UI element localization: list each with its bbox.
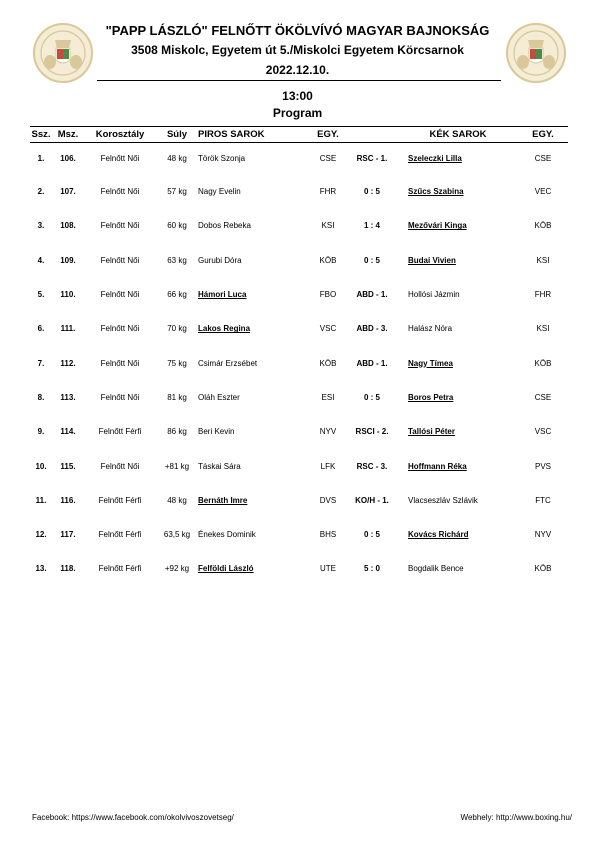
- row-msz: 113.: [60, 392, 76, 402]
- row-age-group: Felnőtt Férfi: [98, 564, 142, 574]
- row-age-group: Felnőtt Női: [100, 221, 140, 231]
- row-weight: 48 kg: [167, 154, 187, 164]
- row-ssz: 8.: [37, 392, 45, 402]
- row-msz: 111.: [60, 324, 76, 334]
- table-row: [30, 277, 568, 311]
- blue-corner-boxer: Tallósi Péter: [408, 427, 455, 437]
- row-weight: 75 kg: [167, 358, 187, 368]
- website-link[interactable]: Webhely: http://www.boxing.hu/: [460, 813, 572, 822]
- bout-result: ABD - 1.: [356, 358, 388, 368]
- row-age-group: Felnőtt Férfi: [98, 427, 142, 437]
- row-age-group: Felnőtt Férfi: [98, 530, 142, 540]
- red-corner-club: KÖB: [319, 255, 337, 265]
- table-row: [30, 483, 568, 517]
- red-corner-boxer: Gurubi Dóra: [198, 255, 242, 265]
- header-divider: [97, 80, 501, 81]
- red-corner-boxer: Felföldi László: [198, 564, 254, 574]
- row-age-group: Felnőtt Női: [100, 392, 140, 402]
- col-age-group: Korosztály: [84, 127, 156, 143]
- blue-corner-boxer: Kovács Richárd: [408, 530, 469, 540]
- red-corner-boxer: Táskai Sára: [198, 461, 241, 471]
- row-ssz: 9.: [37, 427, 45, 437]
- row-age-group: Felnőtt Férfi: [98, 495, 142, 505]
- blue-corner-boxer: Hoffmann Réka: [408, 461, 467, 471]
- bout-result: 0 : 5: [363, 392, 380, 402]
- red-corner-club: LFK: [320, 461, 336, 471]
- table-row: [30, 175, 568, 209]
- row-weight: 48 kg: [167, 495, 187, 505]
- col-ssz: Ssz.: [30, 127, 52, 143]
- blue-corner-boxer: Boros Petra: [408, 392, 454, 402]
- bout-result: RSC - 3.: [356, 461, 388, 471]
- row-msz: 116.: [60, 495, 76, 505]
- blue-corner-club: FTC: [535, 495, 551, 505]
- table-row: [30, 449, 568, 483]
- blue-corner-club: CSE: [534, 392, 552, 402]
- col-red-club: EGY.: [310, 127, 346, 143]
- blue-corner-boxer: Mezővári Kinga: [408, 221, 467, 231]
- red-corner-boxer: Török Szonja: [198, 154, 246, 164]
- col-blue-club: EGY.: [518, 127, 568, 143]
- row-age-group: Felnőtt Női: [100, 154, 140, 164]
- col-blue-corner: KÉK SAROK: [398, 127, 518, 143]
- bout-result: ABD - 1.: [356, 290, 388, 300]
- red-corner-boxer: Lakos Regina: [198, 324, 251, 334]
- col-msz: Msz.: [52, 127, 84, 143]
- red-corner-club: CSE: [319, 154, 337, 164]
- row-weight: 63 kg: [167, 255, 187, 265]
- red-corner-club: DVS: [319, 495, 337, 505]
- row-ssz: 2.: [37, 187, 45, 197]
- blue-corner-boxer: Szűcs Szabina: [408, 187, 464, 197]
- blue-corner-boxer: Hollósi Jázmin: [408, 290, 460, 300]
- red-corner-boxer: Nagy Evelin: [198, 187, 241, 197]
- bout-result: RSCI - 2.: [355, 427, 389, 437]
- row-ssz: 12.: [35, 530, 47, 540]
- blue-corner-club: KÖB: [534, 564, 552, 574]
- document-header: [0, 22, 595, 79]
- row-age-group: Felnőtt Női: [100, 324, 140, 334]
- row-age-group: Felnőtt Női: [100, 255, 140, 265]
- red-corner-club: VSC: [319, 324, 337, 334]
- championship-title: "PAPP LÁSZLÓ" FELNŐTT ÖKÖLVÍVÓ MAGYAR BAJNOKSÁG: [105, 23, 490, 38]
- red-corner-club: FBO: [319, 290, 337, 300]
- red-corner-boxer: Énekes Dominik: [198, 530, 256, 540]
- row-msz: 106.: [60, 154, 76, 164]
- red-corner-club: NYV: [319, 427, 337, 437]
- blue-corner-boxer: Vlacseszláv Szlávik: [408, 495, 478, 505]
- bout-result: 0 : 5: [363, 187, 380, 197]
- row-msz: 108.: [60, 221, 76, 231]
- row-ssz: 13.: [35, 564, 47, 574]
- table-row: [30, 415, 568, 449]
- bout-result: 0 : 5: [363, 255, 380, 265]
- bout-result: 5 : 0: [363, 564, 380, 574]
- row-msz: 110.: [60, 290, 76, 300]
- table-row: [30, 552, 568, 586]
- row-ssz: 4.: [37, 255, 45, 265]
- red-corner-boxer: Hámori Luca: [198, 290, 247, 300]
- bout-result: KO/H - 1.: [355, 495, 389, 505]
- table-row: [30, 243, 568, 277]
- facebook-link[interactable]: Facebook: https://www.facebook.com/okolvivoszovetseg/: [32, 813, 234, 822]
- row-weight: 63,5 kg: [163, 530, 191, 540]
- red-corner-club: BHS: [319, 530, 337, 540]
- col-red-corner: PIROS SAROK: [198, 127, 310, 143]
- row-ssz: 5.: [37, 290, 45, 300]
- session-time: 13:00: [282, 89, 313, 103]
- bout-result: RSC - 1.: [356, 154, 388, 164]
- blue-corner-boxer: Budai Vivien: [408, 255, 456, 265]
- row-msz: 112.: [60, 358, 76, 368]
- bout-schedule-table: [30, 126, 568, 586]
- row-age-group: Felnőtt Női: [100, 187, 140, 197]
- venue-address: 3508 Miskolc, Egyetem út 5./Miskolci Egyetem Körcsarnok: [131, 43, 464, 57]
- col-result: [346, 127, 398, 143]
- blue-corner-boxer: Nagy Tímea: [408, 358, 453, 368]
- bout-result: ABD - 3.: [356, 324, 388, 334]
- col-weight: Súly: [156, 127, 198, 143]
- row-weight: 81 kg: [167, 392, 187, 402]
- blue-corner-club: VEC: [534, 187, 552, 197]
- row-msz: 117.: [60, 530, 76, 540]
- red-corner-boxer: Dobos Rebeka: [198, 221, 251, 231]
- row-msz: 118.: [60, 564, 76, 574]
- red-corner-club: UTE: [320, 564, 336, 574]
- row-weight: 60 kg: [167, 221, 187, 231]
- row-age-group: Felnőtt Női: [100, 290, 140, 300]
- bout-result: 1 : 4: [363, 221, 380, 231]
- table-row: [30, 312, 568, 346]
- blue-corner-club: KÖB: [534, 358, 552, 368]
- blue-corner-boxer: Bogdalik Bence: [408, 564, 464, 574]
- table-row: [30, 517, 568, 551]
- row-age-group: Felnőtt Női: [100, 461, 140, 471]
- blue-corner-boxer: Halász Nóra: [408, 324, 453, 334]
- table-row: [30, 209, 568, 243]
- row-msz: 114.: [60, 427, 76, 437]
- table-row: [30, 346, 568, 380]
- row-msz: 109.: [60, 255, 76, 265]
- row-msz: 115.: [60, 461, 76, 471]
- red-corner-boxer: Beri Kevin: [198, 427, 235, 437]
- blue-corner-club: KSI: [536, 324, 550, 334]
- table-row: [30, 143, 568, 175]
- event-date: 2022.12.10.: [265, 63, 330, 77]
- blue-corner-club: FHR: [534, 290, 552, 300]
- red-corner-boxer: Bernáth Imre: [198, 495, 248, 505]
- bout-result: 0 : 5: [363, 530, 380, 540]
- blue-corner-club: VSC: [534, 427, 552, 437]
- blue-corner-club: NYV: [534, 530, 552, 540]
- blue-corner-club: CSE: [534, 154, 552, 164]
- row-ssz: 1.: [37, 154, 45, 164]
- red-corner-club: ESI: [321, 392, 335, 402]
- row-weight: +81 kg: [164, 461, 190, 471]
- blue-corner-club: PVS: [534, 461, 551, 471]
- row-weight: 86 kg: [167, 427, 187, 437]
- blue-corner-club: KÖB: [534, 221, 552, 231]
- table-row: [30, 380, 568, 414]
- row-ssz: 11.: [35, 495, 47, 505]
- row-weight: 70 kg: [167, 324, 187, 334]
- red-corner-boxer: Csimár Erzsébet: [198, 358, 258, 368]
- row-ssz: 7.: [37, 358, 45, 368]
- program-label: Program: [272, 106, 323, 120]
- row-weight: 66 kg: [167, 290, 187, 300]
- blue-corner-boxer: Szeleczki Lilla: [408, 154, 462, 164]
- row-msz: 107.: [60, 187, 76, 197]
- row-ssz: 3.: [37, 221, 45, 231]
- row-age-group: Felnőtt Női: [100, 358, 140, 368]
- blue-corner-club: KSI: [536, 255, 550, 265]
- row-ssz: 10.: [35, 461, 47, 471]
- red-corner-boxer: Oláh Eszter: [198, 392, 240, 402]
- row-weight: +92 kg: [164, 564, 190, 574]
- row-ssz: 6.: [37, 324, 45, 334]
- table-header-row: [30, 127, 568, 143]
- red-corner-club: KÖB: [319, 358, 337, 368]
- row-weight: 57 kg: [167, 187, 187, 197]
- red-corner-club: FHR: [319, 187, 337, 197]
- red-corner-club: KSI: [321, 221, 335, 231]
